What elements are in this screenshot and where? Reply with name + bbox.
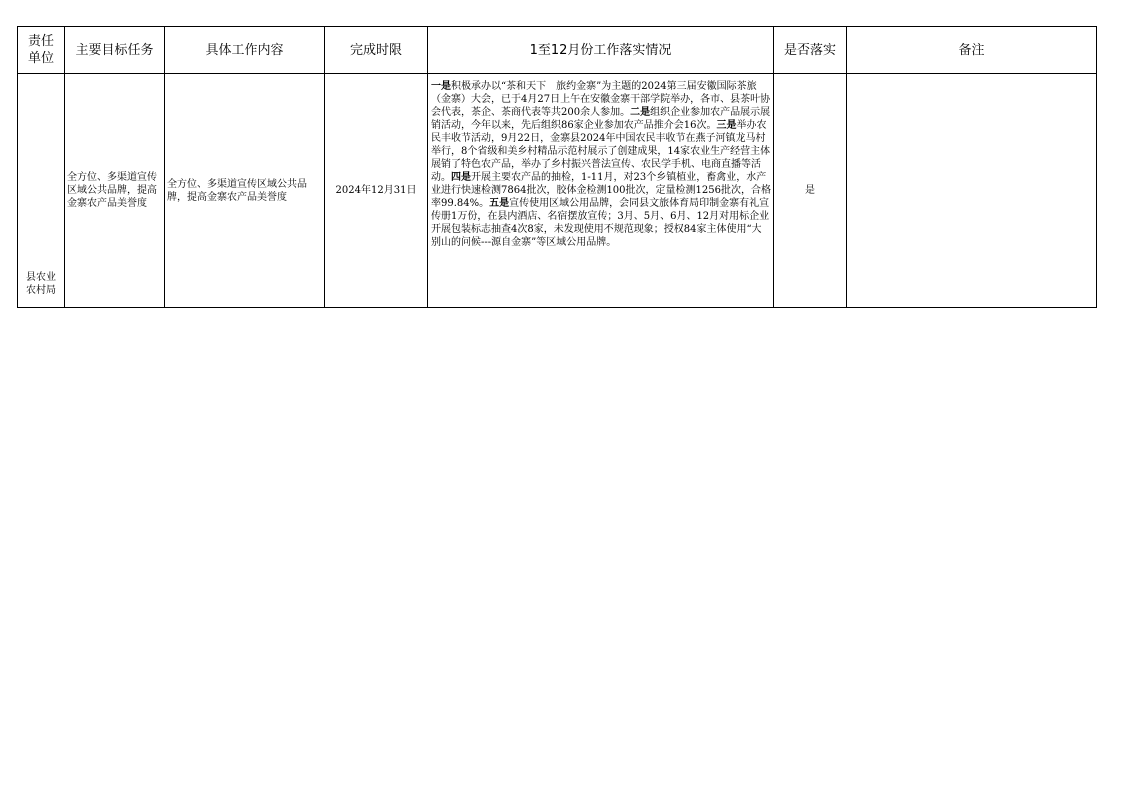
- header-content: 具体工作内容: [165, 27, 325, 74]
- progress-marker-3: 三是: [716, 120, 737, 131]
- progress-marker-1: 一是: [431, 81, 451, 92]
- progress-marker-5: 五是: [489, 198, 510, 209]
- progress-text-5: 宣传使用区域公用品牌，会同县文旅体育局印制金寨有礼宣传册1万份，在县内酒店、名宿摆放宣传；3月、5月、6月、12月对用标企业开展包装标志抽查4次8家，未发现使用不规范现象；授权84家主体使用“大别山的问候---源自金寨”等区域公用品牌。: [431, 198, 770, 248]
- progress-marker-2: 二是: [630, 107, 651, 118]
- header-progress: 1至12月份工作落实情况: [428, 27, 774, 74]
- progress-marker-4: 四是: [451, 172, 471, 183]
- header-deadline: 完成时限: [325, 27, 428, 74]
- progress-text-1: 积极承办以“茶和天下 旅约金寨”为主题的2024第三届安徽国际茶旅（金寨）大会，已于4月27日上午在安徽金寨干部学院举办，各市、县茶叶协会代表，茶企、茶商代表等共200余人参加。: [431, 81, 771, 118]
- cell-remarks: [847, 74, 1097, 308]
- progress-text-3: 举办农民丰收节活动，9月22日，金寨县2024年中国农民丰收节在燕子河镇龙马村举行，8个省级和美乡村精品示范村展示了创建成果，14家农业生产经营主体展销了特色农产品，举办了乡村振兴普法宣传、农民学手机、电商直播等活动。: [431, 120, 771, 183]
- cell-implemented: 是: [774, 74, 847, 308]
- cell-unit-text: 县农业农村局: [26, 272, 56, 296]
- header-implemented: 是否落实: [774, 27, 847, 74]
- progress-text-2: 组织企业参加农产品展示展销活动，今年以来，先后组织86家企业参加农产品推介会16次。: [431, 107, 771, 131]
- cell-deadline: 2024年12月31日: [325, 74, 428, 308]
- header-unit-text: 责任单位: [27, 34, 54, 66]
- table-row: [18, 74, 1097, 308]
- header-unit: [18, 27, 65, 74]
- cell-unit: [18, 74, 65, 308]
- header-remarks: 备注: [847, 27, 1097, 74]
- header-row: [18, 27, 1097, 74]
- cell-task: 全方位、多渠道宣传区域公共品牌，提高金寨农产品美誉度: [65, 74, 165, 308]
- cell-progress: [428, 74, 774, 308]
- work-progress-table: [17, 26, 1097, 308]
- cell-content: 全方位、多渠道宣传区域公共品牌，提高金寨农产品美誉度: [165, 74, 325, 308]
- progress-text-4: 开展主要农产品的抽检，1-11月，对23个乡镇植业，畜禽业，水产业进行快速检测7864批次，胶体金检测100批次，定量检测1256批次，合格率99.84%。: [431, 172, 771, 209]
- header-task: 主要目标任务: [65, 27, 165, 74]
